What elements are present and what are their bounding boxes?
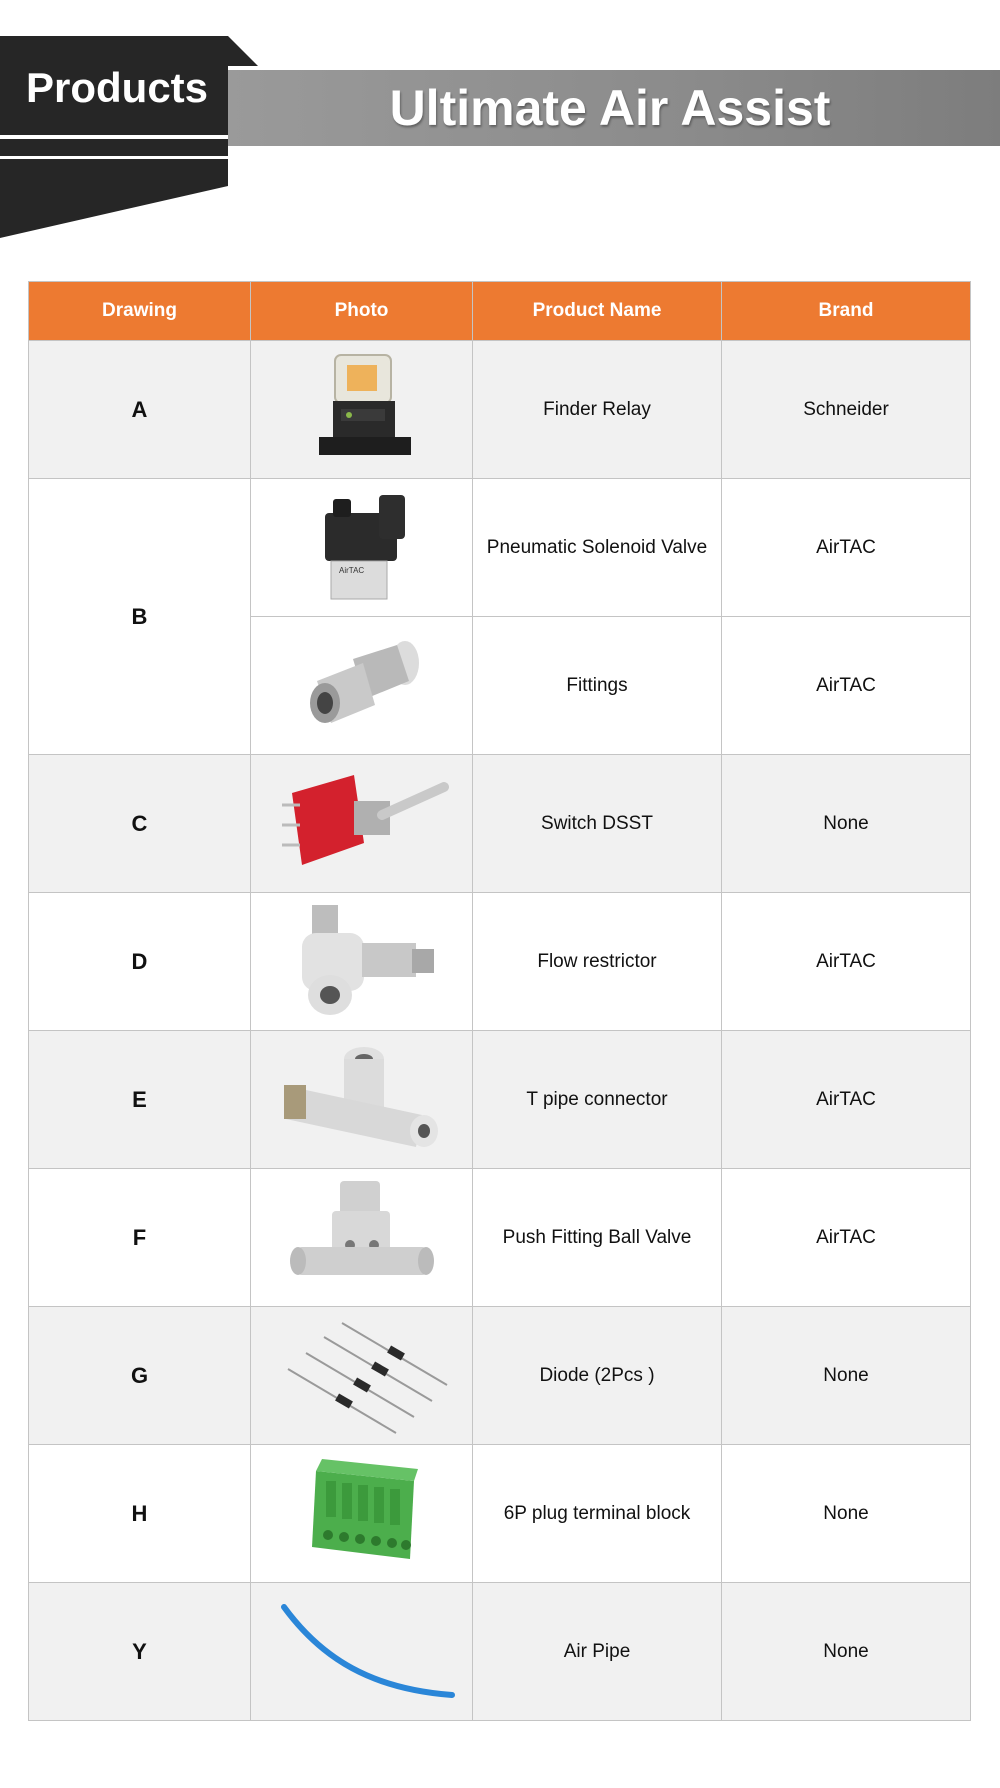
flow-restrictor-icon xyxy=(272,899,452,1024)
drawing-cell: A xyxy=(29,341,251,479)
brand-cell: AirTAC xyxy=(722,1169,971,1307)
product-name-cell: Finder Relay xyxy=(473,341,722,479)
products-tab-label: Products xyxy=(26,64,209,111)
table-row xyxy=(29,893,971,1031)
svg-text:AirTAC: AirTAC xyxy=(338,566,364,575)
solenoid-valve-icon xyxy=(297,485,427,610)
brand-cell: None xyxy=(722,1583,971,1721)
fitting-icon xyxy=(297,623,427,748)
table-row xyxy=(29,341,971,479)
drawing-cell: Y xyxy=(29,1583,251,1721)
drawing-cell: C xyxy=(29,755,251,893)
product-name-cell: Fittings xyxy=(473,617,722,755)
table-row xyxy=(29,479,971,617)
product-name-cell: Pneumatic Solenoid Valve xyxy=(473,479,722,617)
brand-cell: None xyxy=(722,1445,971,1583)
brand-cell: AirTAC xyxy=(722,893,971,1031)
relay-icon xyxy=(297,347,427,472)
drawing-cell: E xyxy=(29,1031,251,1169)
table-header-row xyxy=(29,282,971,341)
table-row xyxy=(29,1445,971,1583)
photo-cell xyxy=(251,1307,473,1445)
product-name-cell: Push Fitting Ball Valve xyxy=(473,1169,722,1307)
banner-title: Ultimate Air Assist xyxy=(389,80,831,136)
product-name-cell: Diode (2Pcs ) xyxy=(473,1307,722,1445)
photo-cell xyxy=(251,1031,473,1169)
table-row xyxy=(29,755,971,893)
drawing-cell: H xyxy=(29,1445,251,1583)
photo-cell xyxy=(251,617,473,755)
brand-cell: AirTAC xyxy=(722,1031,971,1169)
product-name-cell: Air Pipe xyxy=(473,1583,722,1721)
photo-cell xyxy=(251,893,473,1031)
brand-cell: AirTAC xyxy=(722,479,971,617)
products-table-wrap xyxy=(28,281,971,1721)
photo-cell xyxy=(251,1583,473,1721)
table-row xyxy=(29,1583,971,1721)
brand-cell: None xyxy=(722,755,971,893)
column-header-photo: Photo xyxy=(251,282,473,341)
product-name-cell: T pipe connector xyxy=(473,1031,722,1169)
toggle-switch-icon xyxy=(272,761,452,886)
photo-cell xyxy=(251,341,473,479)
table-row xyxy=(29,1169,971,1307)
table-row xyxy=(29,1307,971,1445)
product-name-cell: 6P plug terminal block xyxy=(473,1445,722,1583)
brand-cell: Schneider xyxy=(722,341,971,479)
column-header-drawing: Drawing xyxy=(29,282,251,341)
column-header-product-name: Product Name xyxy=(473,282,722,341)
photo-cell xyxy=(251,1169,473,1307)
brand-cell: AirTAC xyxy=(722,617,971,755)
t-connector-icon xyxy=(272,1037,452,1162)
photo-cell xyxy=(251,1445,473,1583)
drawing-cell: G xyxy=(29,1307,251,1445)
product-name-cell: Switch DSST xyxy=(473,755,722,893)
drawing-cell: D xyxy=(29,893,251,1031)
photo-cell xyxy=(251,479,473,617)
column-header-brand: Brand xyxy=(722,282,971,341)
table-row xyxy=(29,1031,971,1169)
product-name-cell: Flow restrictor xyxy=(473,893,722,1031)
banner-bar xyxy=(220,70,1000,146)
brand-cell: None xyxy=(722,1307,971,1445)
ball-valve-icon xyxy=(282,1175,442,1300)
drawing-cell: B xyxy=(29,479,251,755)
products-table xyxy=(28,281,971,1721)
drawing-cell: F xyxy=(29,1169,251,1307)
photo-cell xyxy=(251,755,473,893)
terminal-block-icon xyxy=(282,1451,442,1576)
diode-icon xyxy=(272,1313,452,1438)
air-pipe-icon xyxy=(262,1589,462,1714)
